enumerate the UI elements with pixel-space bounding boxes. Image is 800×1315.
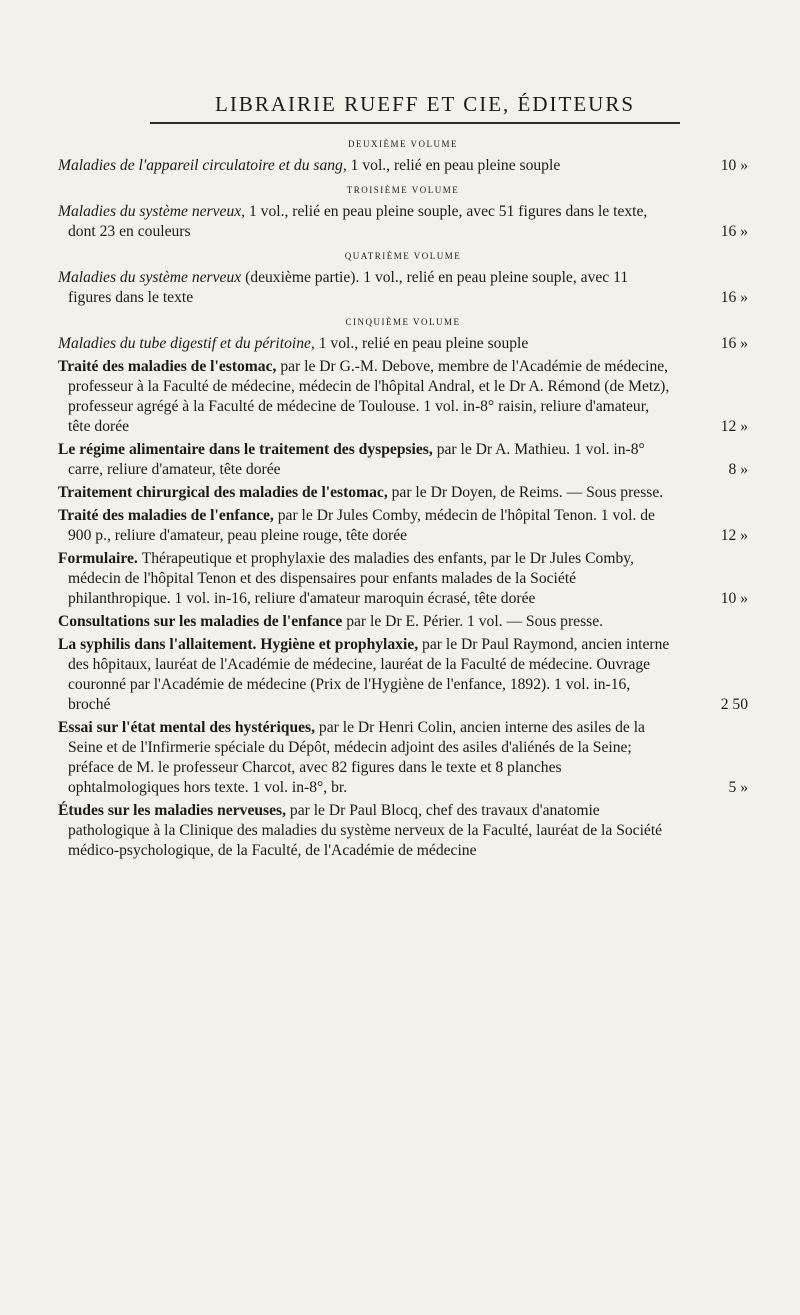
- catalogue-entry: [58, 635, 748, 715]
- catalogue-entry: [58, 549, 748, 609]
- entry-price: 8 »: [728, 461, 748, 478]
- catalogue-entry: [58, 202, 748, 242]
- entry-price: 10 »: [720, 157, 748, 174]
- catalogue-entry: [58, 506, 748, 546]
- catalogue-entry: [58, 268, 748, 308]
- entry-title: Maladies du système nerveux,: [58, 203, 249, 220]
- catalogue-entry: [58, 334, 748, 354]
- entry-description: par le Dr A. Mathieu. 1 vol. in-8° carre, reliure d'amateur, tête dorée: [68, 441, 645, 478]
- entry-description: par le Dr Doyen, de Reims. — Sous presse.: [391, 484, 664, 501]
- entry-title: Maladies de l'appareil circulatoire et du sang,: [58, 157, 351, 174]
- entry-description: 1 vol., relié en peau pleine souple: [350, 157, 561, 174]
- entry-title: Traitement chirurgical des maladies de l'estomac,: [58, 484, 392, 501]
- entry-description: 1 vol., relié en peau pleine souple, avec 51 figures dans le texte, dont 23 en couleurs: [68, 203, 648, 240]
- entry-price: 12 »: [720, 418, 748, 435]
- catalogue-entry: [58, 156, 748, 176]
- volume-heading: DEUXIÈME VOLUME: [347, 139, 459, 149]
- entry-description: 1 vol., relié en peau pleine souple: [318, 335, 529, 352]
- catalogue-entry: [58, 612, 748, 632]
- volume-heading: TROISIÈME VOLUME: [346, 185, 460, 195]
- catalogue-entry: [58, 718, 748, 798]
- entry-description: par le Dr Jules Comby, médecin de l'hôpital Tenon. 1 vol. de 900 p., reliure d'amateur, peau pleine rouge, tête dorée: [68, 507, 655, 544]
- entry-title: Traité des maladies de l'estomac,: [58, 358, 281, 375]
- catalogue-entry: [58, 483, 748, 503]
- entry-price: 16 »: [720, 335, 748, 352]
- entry-title: Essai sur l'état mental des hystériques,: [58, 719, 319, 736]
- entry-description: par le Dr E. Périer. 1 vol. — Sous presse.: [346, 613, 604, 630]
- entry-title: Études sur les maladies nerveuses,: [58, 802, 290, 819]
- entry-description: Thérapeutique et prophylaxie des maladies des enfants, par le Dr Jules Comby, médecin de l'hôpital Tenon et des dispensaires pour enfants malades de la Société philanthropique. 1 vol. in-16, reliure d'amateur maroquin écrasé, tête dorée: [68, 550, 634, 607]
- entry-description: par le Dr G.-M. Debove, membre de l'Académie de médecine, professeur à la Faculté de médecine, médecin de l'hôpital Andral, et le Dr A. Rémond (de Metz), professeur agrégé à la Faculté de médecine de Toulouse. 1 vol. in-8° raisin, reliure d'amateur, tête dorée: [68, 358, 670, 435]
- entry-price: 16 »: [720, 223, 748, 240]
- entry-title: Maladies du système nerveux: [58, 269, 246, 286]
- entry-description: (deuxième partie). 1 vol., relié en peau pleine souple, avec 11 figures dans le texte: [68, 269, 629, 306]
- entry-price: 5 »: [728, 779, 748, 796]
- catalogue-entry: [58, 440, 748, 480]
- volume-heading: CINQUIÈME VOLUME: [345, 317, 461, 327]
- entry-title: La syphilis dans l'allaitement. Hygiène et prophylaxie,: [58, 636, 423, 653]
- entry-price: 16 »: [720, 289, 748, 306]
- entry-title: Consultations sur les maladies de l'enfance: [58, 613, 347, 630]
- header-rule: [150, 122, 680, 124]
- entry-price: 12 »: [720, 527, 748, 544]
- entry-description: par le Dr Paul Blocq, chef des travaux d'anatomie pathologique à la Clinique des maladies du système nerveux de la Faculté, lauréat de la Société médico-psychologique, de la Faculté, de l'Académie de médecine: [68, 802, 663, 859]
- entry-title: Formulaire.: [58, 550, 142, 567]
- entry-price: 2 50: [720, 696, 748, 713]
- entry-title: Le régime alimentaire dans le traitement des dyspepsies,: [58, 441, 437, 458]
- entry-title: Maladies du tube digestif et du péritoine,: [58, 335, 319, 352]
- catalogue-entries: [58, 130, 748, 864]
- entry-description: par le Dr Henri Colin, ancien interne des asiles de la Seine et de l'Infirmerie spéciale du Dépôt, médecin adjoint des asiles d'aliénés de la Seine; préface de M. le professeur Charcot, avec 82 figures dans le texte et 8 planches ophtalmologiques hors texte. 1 vol. in-8°, br.: [68, 719, 645, 796]
- volume-heading: QUATRIÈME VOLUME: [344, 251, 462, 261]
- entry-description: par le Dr Paul Raymond, ancien interne des hôpitaux, lauréat de l'Académie de médecine, lauréat de la Faculté de médecine. Ouvrage couronné par l'Académie de médecine (Prix de l'Hygiène de l'enfance, 1892). 1 vol. in-16, broché: [68, 636, 670, 713]
- publisher-header: LIBRAIRIE RUEFF ET CIE, ÉDITEURS: [215, 92, 636, 116]
- entry-price: 10 »: [720, 590, 748, 607]
- catalogue-entry: [58, 357, 748, 437]
- catalogue-entry: [58, 801, 748, 861]
- entry-title: Traité des maladies de l'enfance,: [58, 507, 278, 524]
